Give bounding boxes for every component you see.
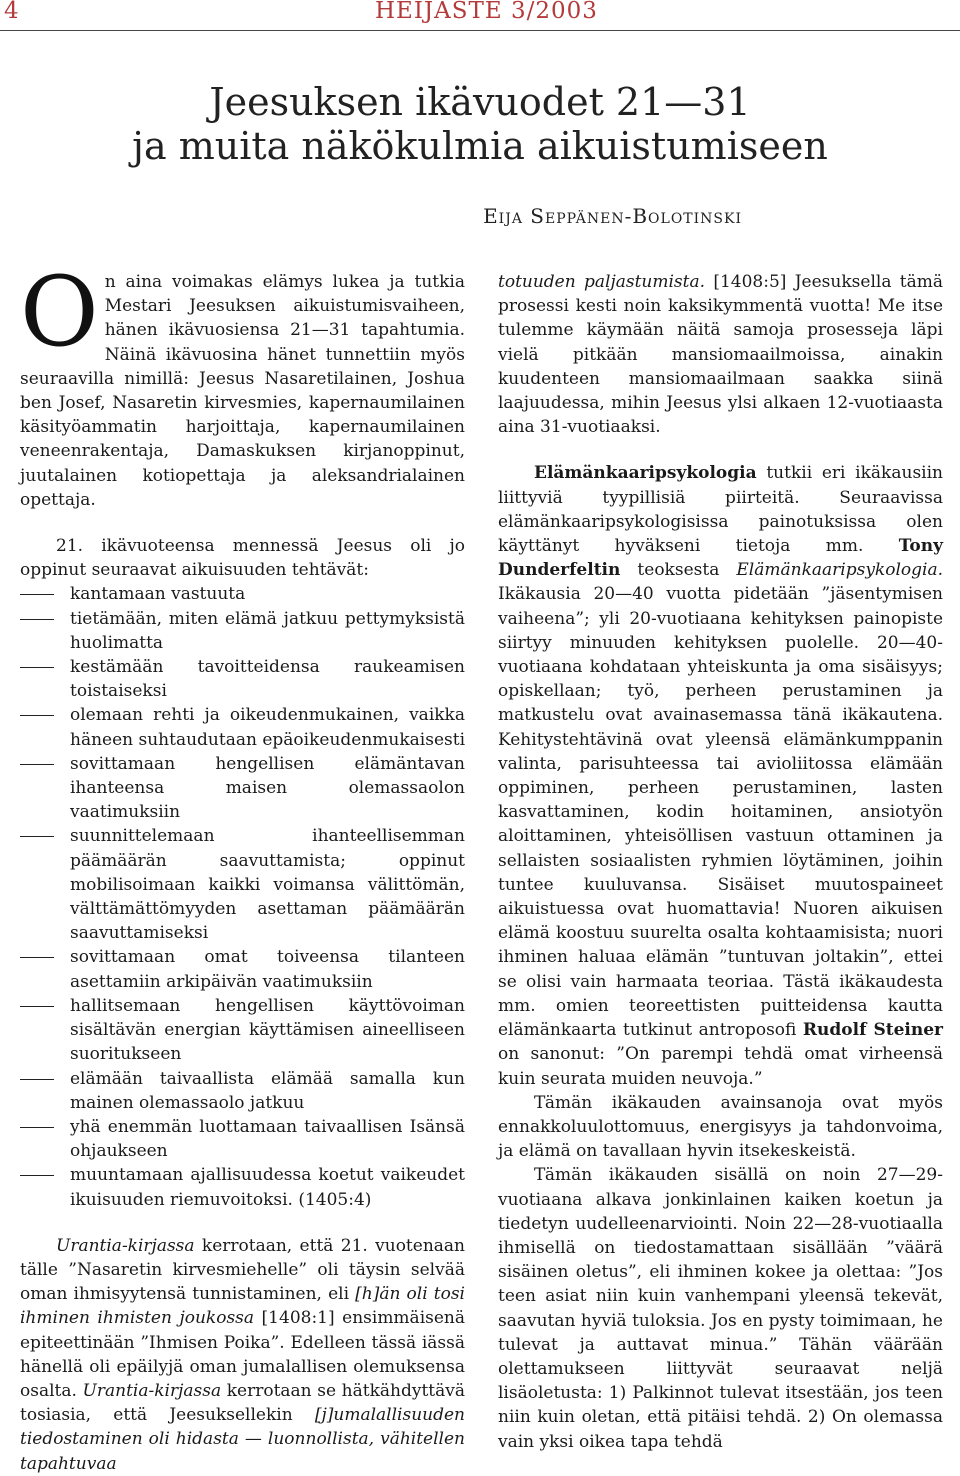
magazine-issue: HEIJASTE 3/2003 xyxy=(375,0,598,24)
list-item: kestämään tavoitteidensa raukeamisen toistaiseksi xyxy=(20,655,465,703)
list-item: kantamaan vastuuta xyxy=(20,582,465,606)
tasks-list xyxy=(20,582,465,1211)
page-number: 4 xyxy=(4,0,19,24)
title-line-1: Jeesuksen ikävuodet 21—31 xyxy=(209,80,751,124)
list-item: suunnittelemaan ihanteellisemman päämäärän saavuttamista; oppinut mobilisoimaan kaikki voimansa välittömän, välttämättömyyden asettaman päämäärän saavuttamiseksi xyxy=(20,824,465,945)
reassessment-paragraph: Tämän ikäkauden sisällä on noin 27—29-vuotiaana alkava jonkinlainen kaiken koetun ja tiedetyn uudelleenarviointi. Noin 22—28-vuotiaalla ihmisellä on tiedostamattaan sisällään ”väärä sisäinen oletus”, eli ihminen kokee ja olettaa: ”Jos teen asiat niin kuin vanhempani yleensä tekevät, saavutan hyviä tuloksia. Jos en pysty toimimaan, he tulevat ja auttavat minua.” Tähän väärään olettamukseen liittyvät seuraavat neljä lisäoletusta: 1) Palkinnot tulevat itsestään, jos teen niin kuin oletan, että pitäisi tehdä. 2) On olemassa vain yksi oikea tapa tehdä xyxy=(498,1165,943,1452)
author-byline: Eija Seppänen-Bolotinski xyxy=(483,204,742,228)
list-item: sovittamaan omat toiveensa tilanteen asettamiin arkipäivän vaatimuksiin xyxy=(20,945,465,993)
article-title xyxy=(0,80,960,168)
tasks-intro: 21. ikävuoteensa mennessä Jeesus oli jo oppinut seuraavat aikuisuuden tehtävät: xyxy=(20,536,465,581)
title-line-2: ja muita näkökulmia aikuistumiseen xyxy=(132,124,828,168)
list-item: elämään taivaallista elämää samalla kun mainen olemassaolo jatkuu xyxy=(20,1067,465,1115)
left-column xyxy=(20,256,466,1476)
urantia-paragraph: Urantia-kirjassa kerrotaan, että 21. vuotenaan tälle ”Nasaretin kirvesmiehelle” oli täysin selvää oman ihmisyytensä tunnistaminen, eli [h]än oli tosi ihminen ihmisten joukossa [1408:1] ensimmäisenä epiteettinään ”Ihmisen Poika”. Edelleen tässä iässä hänellä oli epäilyjä oman jumalallisen olemuksensa osalta. Urantia-kirjassa kerrotaan se hätkähdyttävä tosiasia, että Jeesuksellekin [j]umalallisuuden tiedostaminen oli hidasta — luonnollista, vähitellen tapahtuvaa xyxy=(20,1235,465,1474)
keywords-paragraph: Tämän ikäkauden avainsanoja ovat myös ennakkoluulottomuus, energisyys ja tahdonvoima, ja elämä on tavallaan hyvin itsekeskeistä. xyxy=(498,1092,943,1162)
list-item: sovittamaan hengellisen elämäntavan ihanteensa maisen olemassaolon vaatimuksiin xyxy=(20,752,465,825)
header-rule xyxy=(0,30,960,31)
continuation-paragraph: totuuden paljastumista. [1408:5] Jeesuksella tämä prosessi kesti noin kaksikymmentä vuotta! Me itse tulemme käymään näitä samoja prosesseja läpi vielä pitkään mansiomaailmoissa, ainakin kuudenteen mansiomaailmaan saakka siinä laajuudessa, mihin Jeesus ylsi alkaen 12-vuotiaasta aina 31-vuotiaaksi. xyxy=(498,272,943,438)
list-item: yhä enemmän luottamaan taivaallisen Isänsä ohjaukseen xyxy=(20,1115,465,1163)
intro-paragraph: On aina voimakas elämys lukea ja tutkia Mestari Jeesuksen aikuistumisvaiheen, hänen ikävuosiensa 21—31 tapahtumia. Näinä ikävuosina hänet tunnettiin myös seuraavilla nimillä: Jeesus Nasaretilainen, Joshua ben Josef, Nasaretin kirvesmies, kapernaumilainen käsityöammatin harjoittaja, kapernaumilainen veneenrakentaja, Damaskuksen kirjanoppinut, juutalainen kotiopettaja ja aleksandrialainen opettaja. xyxy=(20,256,465,510)
drop-cap: O xyxy=(20,256,99,368)
right-column xyxy=(498,270,943,1454)
list-item: tietämään, miten elämä jatkuu pettymyksistä huolimatta xyxy=(20,607,465,655)
page-header xyxy=(0,0,960,30)
list-item: hallitsemaan hengellisen käyttövoiman sisältävän energian käyttämisen aineelliseen suoritukseen xyxy=(20,994,465,1067)
list-item: olemaan rehti ja oikeudenmukainen, vaikka häneen suhtaudutaan epäoikeudenmukaisesti xyxy=(20,703,465,751)
psychology-paragraph: Elämänkaaripsykologia tutkii eri ikäkausiin liittyviä tyypillisiä piirteitä. Seuraavissa elämänkaaripsykologisissa painotuksissa olen käyttänyt hyväkseni tietoja mm. Tony Dunderfeltin teoksesta Elämänkaaripsykologia. Ikäkausia 20—40 vuotta pidetään ”jäsentymisen vaiheena”; yli 20-vuotiaana kehityksen painopiste siirtyy minuuden kehityksen puolelle. 20—40-vuotiaana kohdataan yhteiskunta ja oma sisäisyys; opiskellaan; työ, perheen perustaminen ja matkustelu ovat avainasemassa tänä ikäkautena. Kehitystehtävinä ovat yleensä elämänkumppanin valinta, parisuhteessa tai avioliitossa elämään oppiminen, perheen perustaminen, lasten kasvattaminen, kodin hoitaminen, ansiotyön aloittaminen, yhteisöllisen vastuun ottaminen ja sellaisten sosiaalisten ryhmien löytäminen, joihin tuntee kuuluvansa. Sisäiset muutospaineet aikuistuessa ovat huomattavia! Nuoren aikuisen elämä koostuu suurelta osalta kohtaamisista; nuori ihminen haluaa elämän ”tuntuvan joltakin”, ettei se olisi vain harmaata teoriaa. Tästä ikäkaudesta mm. omien teoreettisten puitteidensa kautta elämänkaarta tutkinut antroposofi Rudolf Steiner on sanonut: ”On parempi tehdä omat virheensä kuin seurata muiden neuvoja.” xyxy=(498,463,943,1089)
list-item: muuntamaan ajallisuudessa koetut vaikeudet ikuisuuden riemuvoitoksi. (1405:4) xyxy=(20,1163,465,1211)
